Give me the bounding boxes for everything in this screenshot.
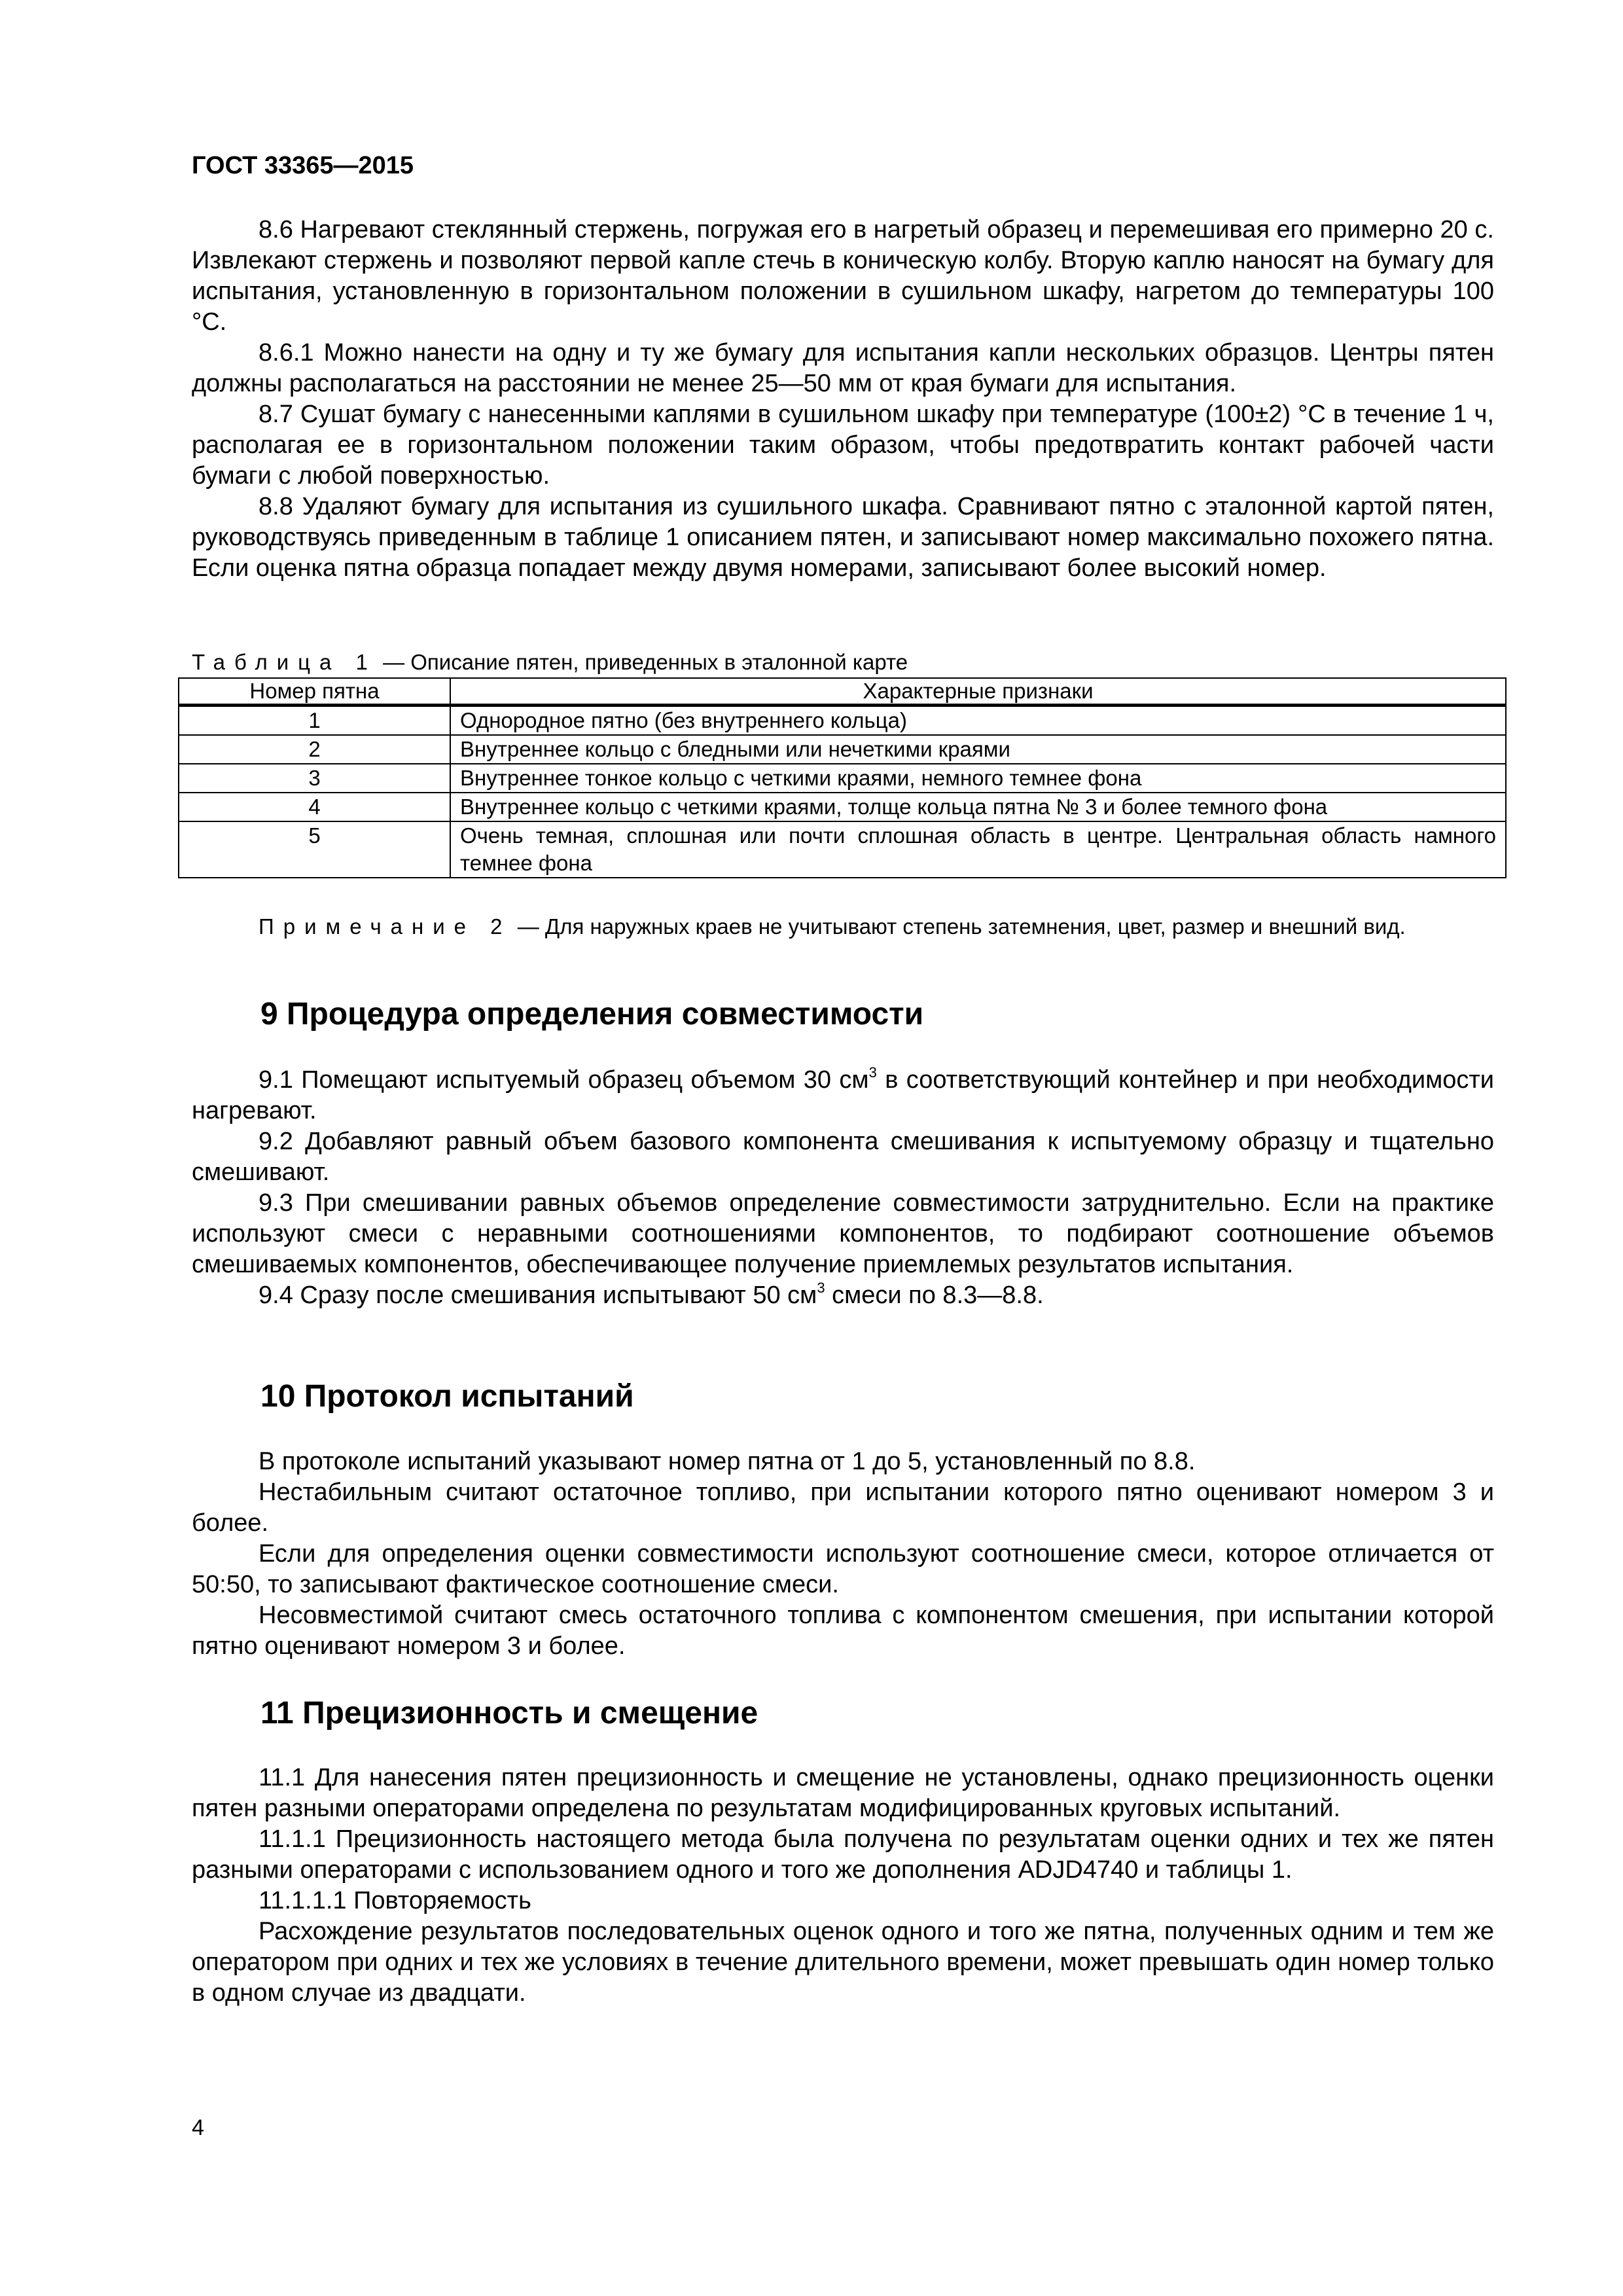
header-spot-number: Номер пятна — [179, 678, 450, 706]
table-row — [179, 793, 1506, 821]
paragraph-11-1-1-1: 11.1.1.1 Повторяемость — [259, 1887, 531, 1914]
section-10-text — [192, 1446, 1494, 1662]
paragraph-11-1: 11.1 Для нанесения пятен прецизионность и смещение не установлены, однако прецизионность оценки пятен разными операторами определена по результатам модифицированных круговых испытаний. — [192, 1764, 1494, 1822]
cubic-superscript: 3 — [868, 1064, 877, 1081]
spot-number: 4 — [179, 793, 450, 821]
spot-number: 1 — [179, 706, 450, 736]
paragraph-9-1 — [192, 1065, 1494, 1126]
spot-description: Внутреннее кольцо с бледными или нечеткими краями — [450, 735, 1506, 764]
table-row — [179, 706, 1506, 736]
spot-description: Внутреннее кольцо с четкими краями, толще кольца пятна № 3 и более темного фона — [450, 793, 1506, 821]
table-row — [179, 764, 1506, 793]
section-9-text — [192, 1065, 1494, 1311]
paragraph-8-7: 8.7 Сушат бумагу с нанесенными каплями в сушильном шкафу при температуре (100±2) °С в течение 1 ч, располагая ее в горизонтальном положении таким образом, чтобы предотвратить контакт рабочей части бумаги с любой поверхностью. — [192, 401, 1494, 490]
section-11-heading: 11 Прецизионность и смещение — [260, 1696, 758, 1731]
table-caption — [192, 649, 908, 675]
paragraph-9-4-text-a: 9.4 Сразу после смешивания испытывают 50 см — [259, 1282, 817, 1309]
paragraph-10-1: В протоколе испытаний указывают номер пятна от 1 до 5, установленный по 8.8. — [259, 1448, 1196, 1475]
spot-number: 2 — [179, 735, 450, 764]
paragraph-9-4 — [192, 1280, 1494, 1311]
section-8-text — [192, 215, 1494, 584]
spot-number: 5 — [179, 821, 450, 878]
paragraph-9-4-text-b: смеси по 8.3—8.8. — [825, 1282, 1044, 1309]
paragraph-repeatability: Расхождение результатов последовательных оценок одного и того же пятна, полученных одним и тем же оператором при одних и тех же условиях в течение длительного времени, может превышать один номер только в одном случае из двадцати. — [192, 1918, 1494, 2007]
paragraph-8-8: 8.8 Удаляют бумагу для испытания из сушильного шкафа. Сравнивают пятно с эталонной картой пятен, руководствуясь приведенным в таблице 1 описанием пятен, и записывают номер максимально похожего пятна. Если оценка пятна образца попадает между двумя номерами, записывают более высокий номер. — [192, 493, 1494, 582]
paragraph-10-4: Несовместимой считают смесь остаточного топлива с компонентом смешения, при испытании которой пятно оценивают номером 3 и более. — [192, 1602, 1494, 1660]
table-caption-label: Таблица 1 — [192, 650, 377, 674]
table-row — [179, 821, 1506, 878]
paragraph-11-1-1: 11.1.1 Прецизионность настоящего метода была получена по результатам оценки одних и тех же пятен разными операторами с использованием одного и того же дополнения ADJD4740 и таблицы 1. — [192, 1825, 1494, 1884]
paragraph-9-3: 9.3 При смешивании равных объемов определение совместимости затруднительно. Если на практике используют смеси с неравными соотношениями компонентов, то подбирают соотношение объемов смешиваемых компонентов, обеспечивающее получение приемлемых результатов испытания. — [192, 1189, 1494, 1278]
cubic-superscript: 3 — [817, 1280, 825, 1296]
section-11-text — [192, 1763, 1494, 2009]
section-10-heading: 10 Протокол испытаний — [260, 1379, 634, 1414]
spot-description: Однородное пятно (без внутреннего кольца) — [450, 706, 1506, 736]
paragraph-10-2: Нестабильным считают остаточное топливо, при испытании которого пятно оценивают номером 3 и более. — [192, 1479, 1494, 1537]
page-number: 4 — [192, 2115, 204, 2140]
header-characteristics: Характерные признаки — [450, 678, 1506, 706]
spot-description: Очень темная, сплошная или почти сплошная область в центре. Центральная область намного темнее фона — [450, 821, 1506, 878]
spot-number: 3 — [179, 764, 450, 793]
paragraph-9-1-text-a: 9.1 Помещают испытуемый образец объемом 30 см — [259, 1066, 869, 1094]
paragraph-9-1-text-b: в соответствующий контейнер и при необходимости нагревают. — [192, 1066, 1494, 1124]
section-9-heading: 9 Процедура определения совместимости — [260, 997, 924, 1031]
note-label: Примечание 2 — [259, 914, 512, 939]
paragraph-8-6: 8.6 Нагревают стеклянный стержень, погружая его в нагретый образец и перемешивая его примерно 20 с. Извлекают стержень и позволяют первой капле стечь в коническую колбу. Вторую каплю наносят на бумагу для испытания, установленную в горизонтальном положении в сушильном шкафу, нагретом до температуры 100 °С. — [192, 216, 1494, 336]
paragraph-8-6-1: 8.6.1 Можно нанести на одну и ту же бумагу для испытания капли нескольких образцов. Центры пятен должны располагаться на расстоянии не менее 25—50 мм от края бумаги для испытания. — [192, 339, 1494, 397]
table-note — [192, 912, 1494, 941]
paragraph-10-3: Если для определения оценки совместимости используют соотношение смеси, которое отличается от 50:50, то записывают фактическое соотношение смеси. — [192, 1540, 1494, 1598]
spots-table — [178, 677, 1507, 878]
table-caption-text: — Описание пятен, приведенных в эталонной карте — [376, 650, 908, 674]
table-header-row — [179, 678, 1506, 706]
standard-header: ГОСТ 33365—2015 — [192, 152, 414, 179]
spot-description: Внутреннее тонкое кольцо с четкими краями, немного темнее фона — [450, 764, 1506, 793]
table-row — [179, 735, 1506, 764]
paragraph-9-2: 9.2 Добавляют равный объем базового компонента смешивания к испытуемому образцу и тщательно смешивают. — [192, 1128, 1494, 1186]
note-text: — Для наружных краев не учитывают степень затемнения, цвет, размер и внешний вид. — [511, 914, 1406, 939]
